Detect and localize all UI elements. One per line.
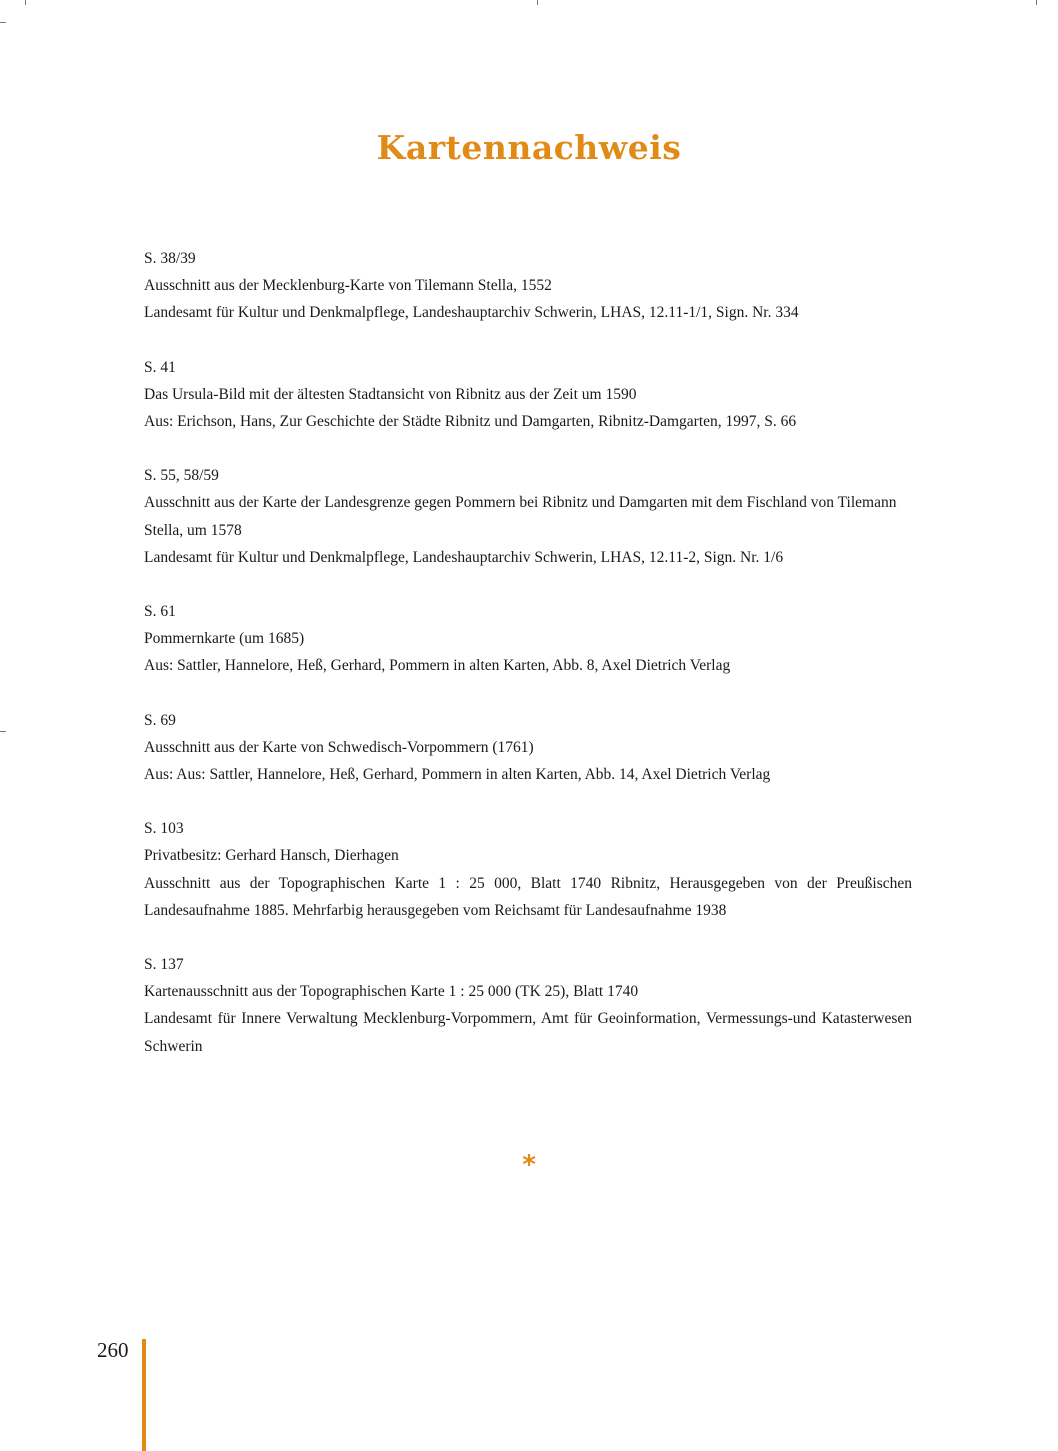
entry-line: Aus: Sattler, Hannelore, Heß, Gerhard, Pommern in alten Karten, Abb. 8, Axel Dietrich Verlag: [144, 657, 731, 675]
entry-line: Ausschnitt aus der Karte der Landesgrenze gegen Pommern bei Ribnitz und Damgarten mit dem Fischland von Tilemann Stella, um 1578: [144, 494, 897, 539]
asterisk-ornament-icon: *: [522, 1150, 536, 1180]
entry-line: Aus: Aus: Sattler, Hannelore, Heß, Gerhard, Pommern in alten Karten, Abb. 14, Axel Dietrich Verlag: [144, 766, 771, 784]
entry-page-ref: S. 61: [144, 603, 176, 621]
entry-line: Landesamt für Kultur und Denkmalpflege, Landeshauptarchiv Schwerin, LHAS, 12.11-1/1, Sign. Nr. 334: [144, 304, 799, 322]
crop-mark: [537, 0, 538, 5]
entry-page-ref: S. 41: [144, 358, 176, 376]
page-number: 260: [97, 1338, 129, 1362]
crop-mark: [0, 22, 6, 23]
credit-entry: [144, 707, 912, 789]
entry-line: Ausschnitt aus der Karte von Schwedisch-Vorpommern (1761): [144, 738, 534, 756]
crop-mark: [0, 731, 6, 732]
entry-line: Kartenausschnitt aus der Topographischen Karte 1 : 25 000 (TK 25), Blatt 1740: [144, 983, 639, 1001]
credit-entry: [144, 598, 912, 680]
credit-entry: [144, 951, 912, 1060]
entry-line: Pommernkarte (um 1685): [144, 630, 305, 648]
page-title: Kartennachweis: [376, 128, 682, 167]
credit-entry: [144, 815, 912, 924]
entry-line: Ausschnitt aus der Mecklenburg-Karte von Tilemann Stella, 1552: [144, 277, 552, 295]
entry-line: Landesamt für Kultur und Denkmalpflege, Landeshauptarchiv Schwerin, LHAS, 12.11-2, Sign. Nr. 1/6: [144, 548, 784, 566]
credit-entry: [144, 354, 912, 436]
entry-page-ref: S. 137: [144, 956, 184, 974]
entry-line: Ausschnitt aus der Topographischen Karte 1 : 25 000, Blatt 1740 Ribnitz, Herausgegeben von der Preußischen Landesaufnahme 1885. Mehrfarbig herausgegeben vom Reichsamt für Landesaufnahme 1938: [144, 874, 912, 919]
credit-entry: [144, 245, 912, 327]
entry-page-ref: S. 69: [144, 711, 176, 729]
entry-line: Aus: Erichson, Hans, Zur Geschichte der Städte Ribnitz und Damgarten, Ribnitz-Damgarten, 1997, S. 66: [144, 413, 797, 431]
entry-line: Privatbesitz: Gerhard Hansch, Dierhagen: [144, 847, 399, 865]
crop-mark: [25, 0, 26, 5]
crop-mark: [1036, 0, 1037, 5]
entry-page-ref: S. 103: [144, 820, 184, 838]
entry-page-ref: S. 38/39: [144, 250, 196, 267]
entry-line: Landesamt für Innere Verwaltung Mecklenburg-Vorpommern, Amt für Geoinformation, Vermessungs-und Katasterwesen Schwerin: [144, 1010, 912, 1055]
margin-rule: [142, 1339, 146, 1451]
entry-line: Das Ursula-Bild mit der ältesten Stadtansicht von Ribnitz aus der Zeit um 1590: [144, 385, 637, 403]
credit-entry: [144, 462, 912, 571]
entry-page-ref: S. 55, 58/59: [144, 467, 219, 485]
map-credits-list: [144, 245, 912, 1087]
